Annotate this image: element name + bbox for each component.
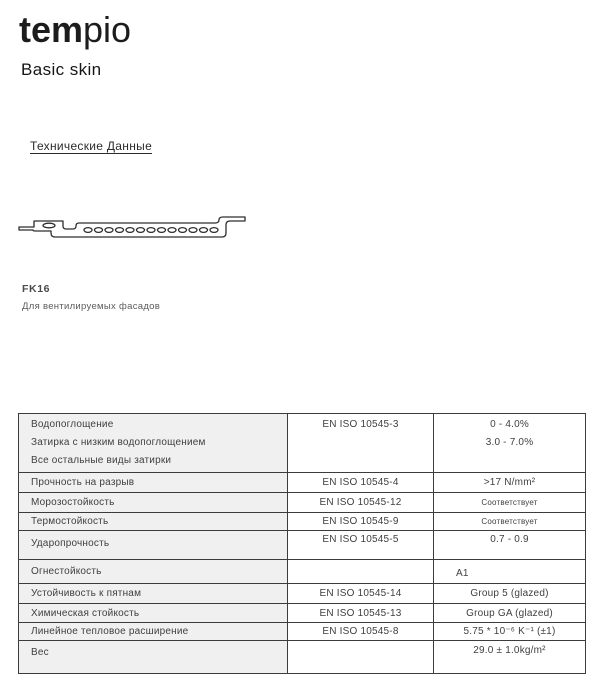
table-row <box>19 623 586 641</box>
property-cell: Вес <box>19 641 288 674</box>
norm-cell: EN ISO 10545-14 <box>288 584 434 604</box>
value-cell <box>434 414 586 473</box>
property-cell: Химическая стойкость <box>19 604 288 623</box>
property-line: Все остальные виды затирки <box>31 455 172 466</box>
property-cell: Огнестойкость <box>19 560 288 584</box>
hollow-cell <box>84 228 92 233</box>
value-cell: >17 N/mm² <box>434 473 586 493</box>
hollow-cell <box>158 228 166 233</box>
table-row <box>19 513 586 531</box>
hollow-cell <box>95 228 103 233</box>
hollow-cell <box>126 228 134 233</box>
property-line: Затирка с низким водопоглощением <box>31 437 206 448</box>
hollow-cell <box>210 228 218 233</box>
brand-logo <box>19 8 131 51</box>
hollow-cell <box>179 228 187 233</box>
section-heading-technical-data[interactable]: Технические Данные <box>30 139 153 153</box>
value-cell: Group GA (glazed) <box>434 604 586 623</box>
table-row <box>19 641 586 674</box>
value-cell: 0.7 - 0.9 <box>434 531 586 560</box>
value-cell: 5.75 * 10⁻⁶ K⁻¹ (±1) <box>434 623 586 641</box>
property-cell: Линейное тепловое расширение <box>19 623 288 641</box>
norm-cell: EN ISO 10545-8 <box>288 623 434 641</box>
technical-data-table <box>18 413 586 674</box>
norm-cell: EN ISO 10545-9 <box>288 513 434 531</box>
value-cell: A1 <box>434 560 586 584</box>
property-line: Водопоглощение <box>31 419 114 430</box>
hollow-cell <box>105 228 113 233</box>
table-row <box>19 560 586 584</box>
profile-code: FK16 <box>22 283 51 295</box>
brand-logo-light-part: pio <box>83 9 132 50</box>
table-row <box>19 584 586 604</box>
table-row <box>19 493 586 513</box>
property-cell: Ударопрочность <box>19 531 288 560</box>
value-cell: Group 5 (glazed) <box>434 584 586 604</box>
norm-cell: EN ISO 10545-3 <box>288 414 434 473</box>
property-cell: Прочность на разрыв <box>19 473 288 493</box>
norm-cell: EN ISO 10545-4 <box>288 473 434 493</box>
hollow-cell <box>189 228 197 233</box>
table-row <box>19 531 586 560</box>
value-line: 0 - 4.0% <box>490 419 529 430</box>
hollow-cell <box>137 228 145 233</box>
value-cell: 29.0 ± 1.0kg/m² <box>434 641 586 674</box>
norm-cell <box>288 641 434 674</box>
norm-cell: EN ISO 10545-12 <box>288 493 434 513</box>
hollow-cell <box>168 228 176 233</box>
hollow-cell <box>116 228 124 233</box>
value-cell: Соответствует <box>434 493 586 513</box>
panel-profile-drawing <box>18 212 250 246</box>
property-cell <box>19 414 288 473</box>
value-line: 3.0 - 7.0% <box>485 437 534 448</box>
product-name: Basic skin <box>21 60 102 79</box>
value-cell: Соответствует <box>434 513 586 531</box>
norm-cell: EN ISO 10545-5 <box>288 531 434 560</box>
hollow-cell <box>43 223 55 228</box>
table-row <box>19 414 586 473</box>
norm-cell: EN ISO 10545-13 <box>288 604 434 623</box>
property-cell: Термостойкость <box>19 513 288 531</box>
brand-logo-bold-part: tem <box>19 9 84 50</box>
property-cell: Морозостойкость <box>19 493 288 513</box>
table-row <box>19 604 586 623</box>
property-cell: Устойчивость к пятнам <box>19 584 288 604</box>
hollow-cell <box>200 228 208 233</box>
norm-cell <box>288 560 434 584</box>
profile-description: Для вентилируемых фасадов <box>22 301 161 312</box>
table-row <box>19 473 586 493</box>
hollow-cell <box>147 228 155 233</box>
